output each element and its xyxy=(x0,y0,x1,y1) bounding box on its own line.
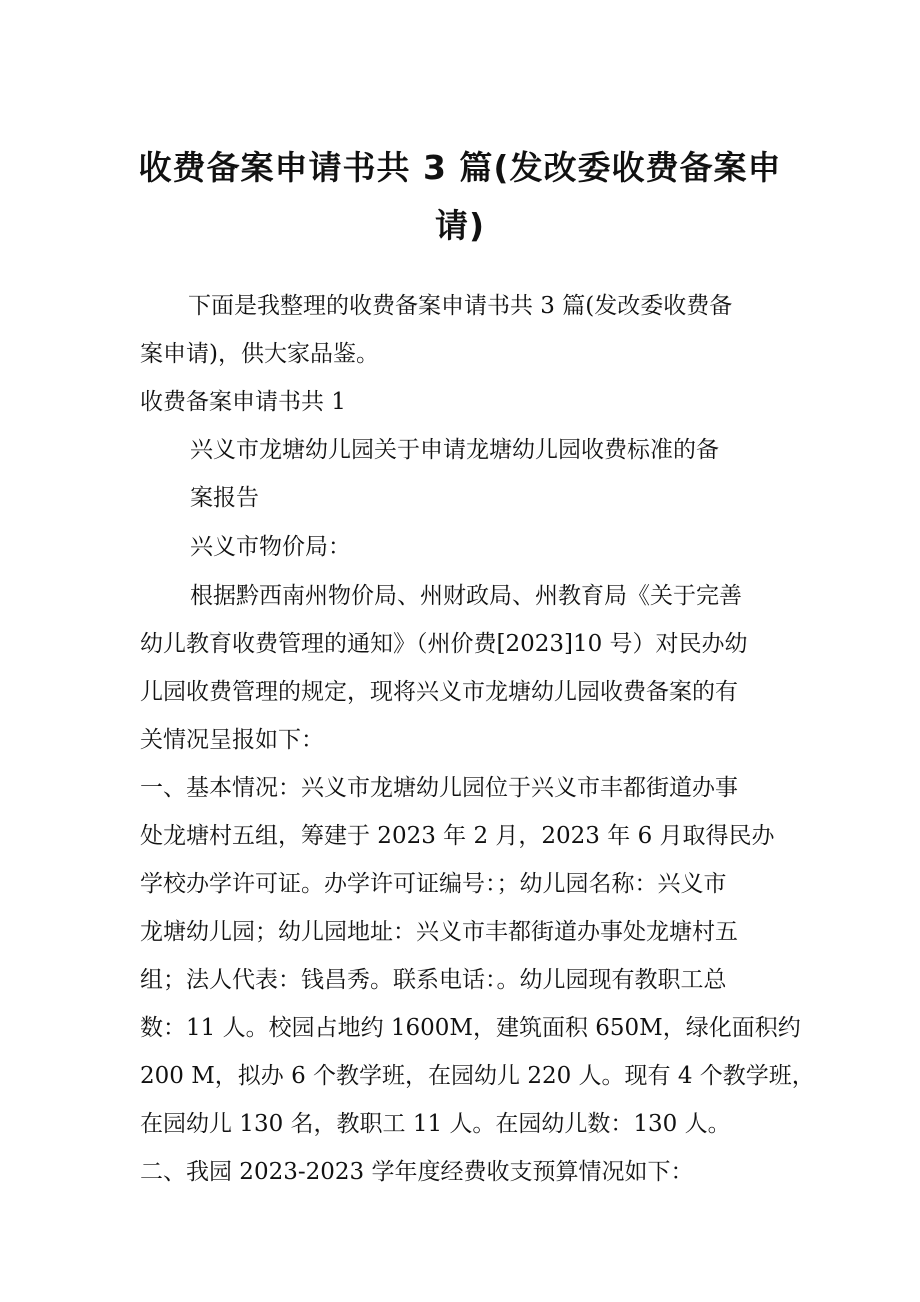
intro-line-2: 案申请)，供大家品鉴。 xyxy=(140,341,379,367)
paragraph1-line-2: 幼儿教育收费管理的通知》（州价费[2023]10 号）对民办幼 xyxy=(140,631,748,657)
document-title-line-2: 请) xyxy=(434,206,486,245)
section-heading: 收费备案申请书共 1 xyxy=(140,389,346,415)
document-title-line-1: 收费备案申请书共 3 篇(发改委收费备案申 xyxy=(138,148,782,187)
section1-line-1: 一、基本情况：兴义市龙塘幼儿园位于兴义市丰都街道办事 xyxy=(140,775,738,801)
report-title-line-1: 兴义市龙塘幼儿园关于申请龙塘幼儿园收费标准的备 xyxy=(190,437,719,463)
addressee: 兴义市物价局： xyxy=(190,534,351,560)
section1-line-6: 数：11 人。校园占地约 1600M，建筑面积 650M，绿化面积约 xyxy=(140,1015,801,1041)
section1-line-5: 组；法人代表：钱昌秀。联系电话：。幼儿园现有教职工总 xyxy=(140,967,727,993)
section2-heading: 二、我园 2023-2023 学年度经费收支预算情况如下： xyxy=(140,1159,694,1185)
paragraph1-line-3: 儿园收费管理的规定，现将兴义市龙塘幼儿园收费备案的有 xyxy=(140,679,738,705)
report-title-line-2: 案报告 xyxy=(190,485,259,511)
section1-line-3: 学校办学许可证。办学许可证编号：；幼儿园名称：兴义市 xyxy=(140,871,727,897)
section1-line-7: 200 M，拟办 6 个教学班，在园幼儿 220 人。现有 4 个教学班， xyxy=(140,1063,815,1089)
section1-line-2: 处龙塘村五组，筹建于 2023 年 2 月，2023 年 6 月取得民办 xyxy=(140,823,775,849)
section1-line-8: 在园幼儿 130 名，教职工 11 人。在园幼儿数：130 人。 xyxy=(140,1111,731,1137)
paragraph1-line-4: 关情况呈报如下： xyxy=(140,727,324,753)
section1-line-4: 龙塘幼儿园；幼儿园地址：兴义市丰都街道办事处龙塘村五 xyxy=(140,919,738,945)
paragraph1-line-1: 根据黔西南州物价局、州财政局、州教育局《关于完善 xyxy=(190,583,742,609)
intro-line-1: 下面是我整理的收费备案申请书共 3 篇(发改委收费备 xyxy=(188,293,733,319)
